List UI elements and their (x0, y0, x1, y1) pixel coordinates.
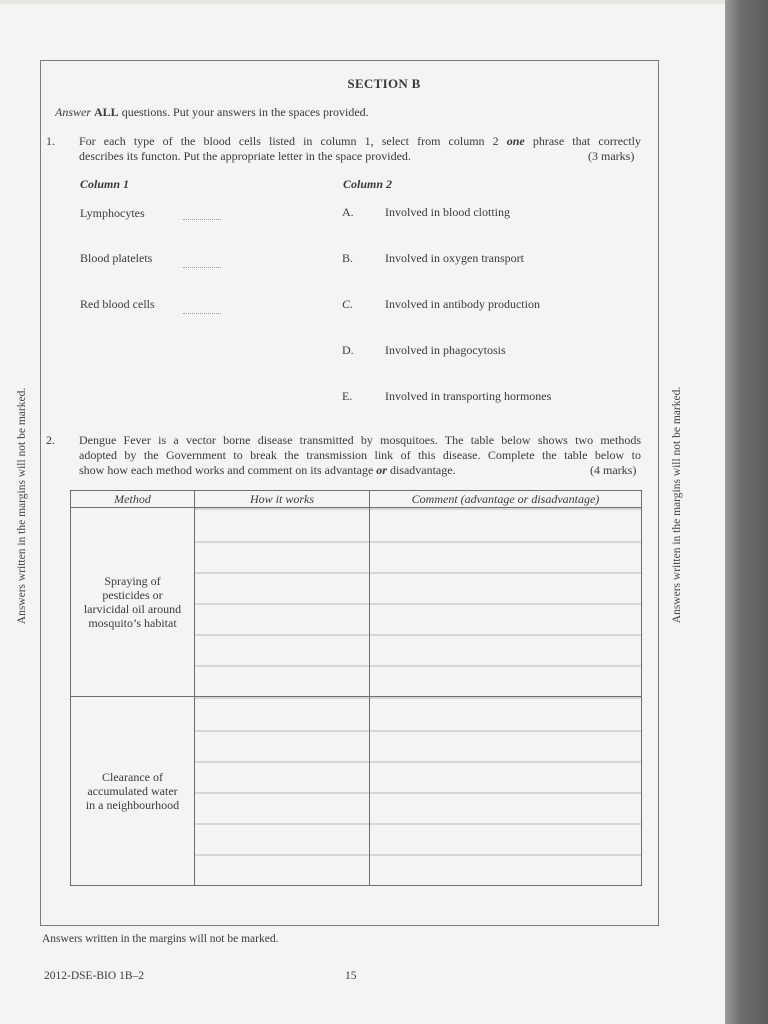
q2-marks: (4 marks) (590, 463, 637, 477)
right-margin-note: Answers written in the margins will not be marked. (671, 386, 683, 624)
method-cell (71, 508, 195, 697)
comment-answer-area[interactable] (370, 697, 642, 886)
column1-header: Column 1 (80, 177, 130, 191)
option-letter: D. (342, 343, 354, 357)
methods-table (70, 490, 642, 886)
instruction (55, 105, 369, 120)
method-line: in a neighbourhood (85, 798, 180, 812)
page-number: 15 (345, 970, 357, 982)
section-title: SECTION B (347, 76, 421, 91)
q2-line2: adopted by the Government to break the transmission link of this disease. Complete the table below to (79, 448, 641, 462)
instruction-prefix: Answer (55, 105, 91, 119)
header-how-it-works: How it works (195, 491, 370, 508)
table-row (71, 697, 642, 886)
option-text: Involved in phagocytosis (385, 343, 506, 357)
q1-marks: (3 marks) (588, 149, 635, 163)
table-row (71, 508, 642, 697)
option-letter: E. (342, 389, 353, 403)
method-line: accumulated water (87, 784, 178, 798)
option-text: Involved in antibody production (385, 297, 540, 311)
option-text: Involved in blood clotting (385, 205, 510, 219)
column1-item: Red blood cells (80, 297, 155, 311)
q2-line3 (79, 463, 456, 478)
answer-blank[interactable] (183, 267, 221, 268)
scan-top-edge (0, 0, 725, 4)
q1-line1-start: For each type of the blood cells listed in column 1, select from column 2 (79, 134, 499, 148)
scan-shadow-edge (725, 0, 768, 1024)
how-it-works-answer-area[interactable] (195, 508, 370, 697)
method-line: Spraying of (104, 574, 161, 588)
q1-line1-end: phrase that correctly (532, 134, 642, 148)
column2-header: Column 2 (343, 177, 393, 191)
instruction-bold: ALL (94, 105, 119, 119)
answer-blank[interactable] (183, 313, 221, 314)
q2-line3-start: show how each method works and comment on its advantage (79, 463, 374, 477)
q2-line3-end: disadvantage. (389, 463, 456, 477)
q2-line3-emphasis: or (376, 463, 387, 477)
left-margin-note: Answers written in the margins will not be marked. (16, 387, 28, 625)
paper-code: 2012-DSE-BIO 1B–2 (44, 970, 144, 982)
column1-item: Lymphocytes (80, 206, 145, 220)
method-line: larvicidal oil around (83, 602, 182, 616)
comment-answer-area[interactable] (370, 508, 642, 697)
q1-line1 (79, 134, 641, 149)
header-method: Method (71, 491, 195, 508)
method-line: mosquito’s habitat (88, 616, 177, 630)
footer-note: Answers written in the margins will not be marked. (42, 933, 279, 945)
q1-line2: describes its functon. Put the appropriate letter in the space provided. (79, 149, 411, 163)
option-text: Involved in oxygen transport (385, 251, 524, 265)
option-text: Involved in transporting hormones (385, 389, 552, 403)
method-cell (71, 697, 195, 886)
how-it-works-answer-area[interactable] (195, 697, 370, 886)
q1-number: 1. (46, 134, 55, 148)
option-letter: A. (342, 205, 354, 219)
method-line: Clearance of (102, 770, 163, 784)
option-letter: B. (342, 251, 354, 265)
q2-line1: Dengue Fever is a vector borne disease transmitted by mosquitoes. The table below shows two methods (79, 433, 641, 447)
q2-number: 2. (46, 433, 55, 447)
header-comment: Comment (advantage or disadvantage) (370, 491, 642, 508)
option-letter: C. (342, 297, 354, 311)
table-header-row (71, 491, 642, 508)
method-line: pesticides or (102, 588, 163, 602)
q1-line1-emphasis: one (506, 134, 525, 148)
instruction-rest: questions. Put your answers in the spaces provided. (121, 105, 369, 119)
answer-blank[interactable] (183, 219, 221, 220)
column1-item: Blood platelets (80, 251, 153, 265)
